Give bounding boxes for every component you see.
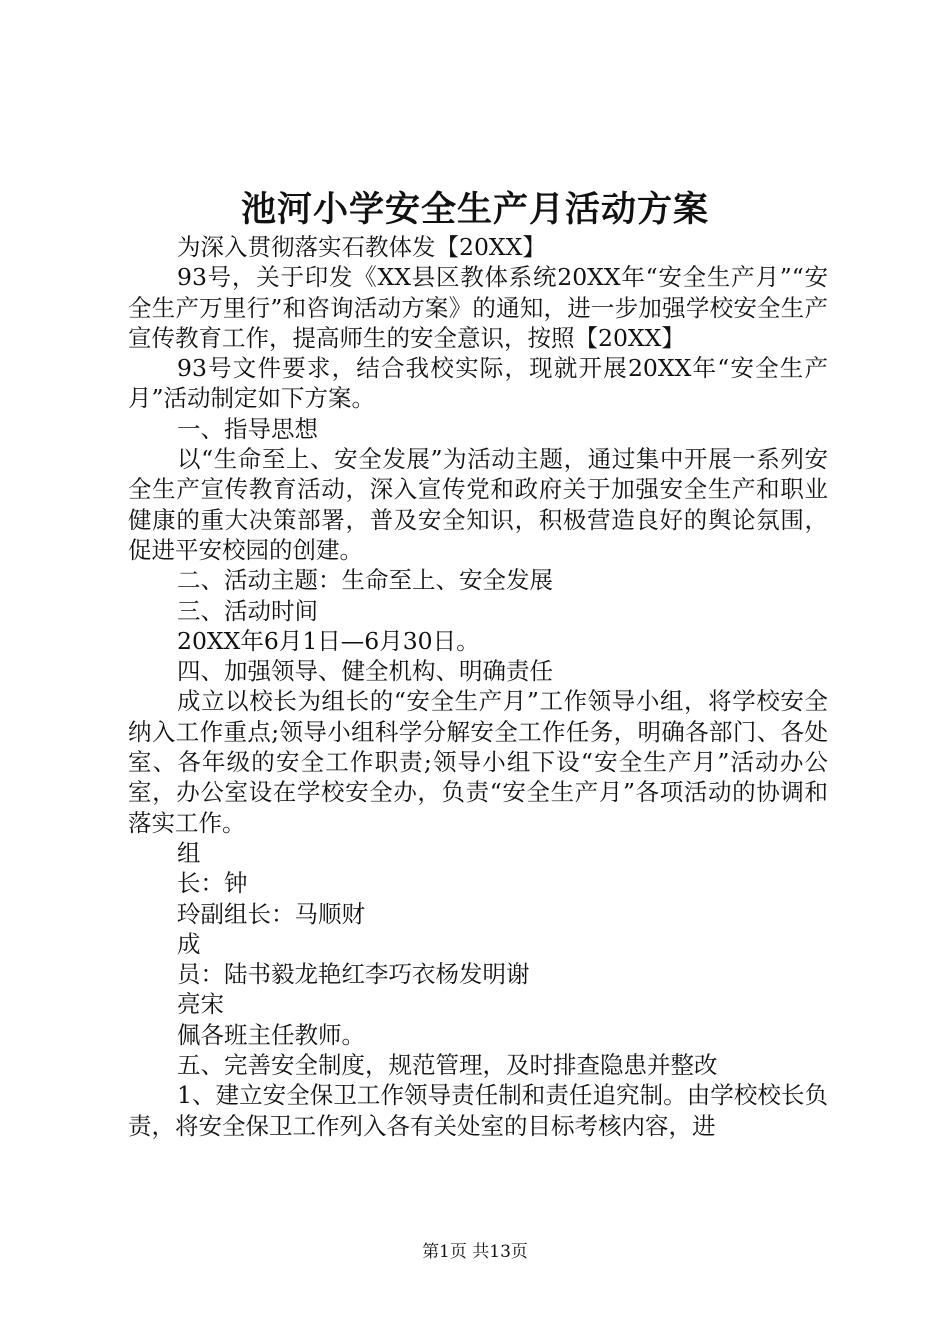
paragraph: 员：陆书毅龙艳红李巧衣杨发明谢 [177, 960, 530, 989]
paragraph: 组 [177, 838, 201, 867]
section-heading: 二、活动主题：生命至上、安全发展 [177, 566, 553, 595]
paragraph: 93号，关于印发《XX县区教体系统20XX年“安全生产月”“安全生产万里行”和咨询活动方案》的通知，进一步加强学校安全生产宣传教育工作，提高师生的安全意识，按照【20XX】 [128, 263, 828, 352]
document-body [128, 232, 828, 1141]
paragraph: 成 [177, 929, 201, 958]
paragraph: 以“生命至上、安全发展”为活动主题，通过集中开展一系列安全生产宣传教育活动，深入宣传党和政府关于加强安全生产和职业健康的重大决策部署，普及安全知识，积极营造良好的舆论氛围，促进平安校园的创建。 [128, 445, 828, 564]
paragraph: 长：钟 [177, 869, 248, 898]
paragraph: 玲副组长：马顺财 [177, 899, 365, 928]
section-heading: 五、完善安全制度，规范管理，及时排查隐患并整改 [177, 1051, 718, 1080]
page-footer: 第1页 共13页 [422, 1242, 528, 1262]
paragraph: 93号文件要求，结合我校实际，现就开展20XX年“安全生产月”活动制定如下方案。 [128, 354, 828, 413]
paragraph: 成立以校长为组长的“安全生产月”工作领导小组，将学校安全纳入工作重点;领导小组科学分解安全工作任务，明确各部门、各处室、各年级的安全工作职责;领导小组下设“安全生产月”活动办公室，办公室设在学校安全办，负责“安全生产月”各项活动的协调和落实工作。 [128, 687, 828, 837]
paragraph: 亮宋 [177, 990, 224, 1019]
document-title: 池河小学安全生产月活动方案 [240, 189, 709, 230]
paragraph: 20XX年6月1日—6月30日。 [177, 626, 480, 655]
section-heading: 三、活动时间 [177, 596, 318, 625]
paragraph: 1、建立安全保卫工作领导责任制和责任追究制。由学校校长负责，将安全保卫工作列入各有关处室的目标考核内容，进 [128, 1081, 828, 1140]
section-heading: 一、指导思想 [177, 414, 318, 443]
section-heading: 四、加强领导、健全机构、明确责任 [177, 657, 553, 686]
paragraph: 为深入贯彻落实石教体发【20XX】 [177, 233, 546, 261]
paragraph: 佩各班主任教师。 [177, 1020, 365, 1049]
